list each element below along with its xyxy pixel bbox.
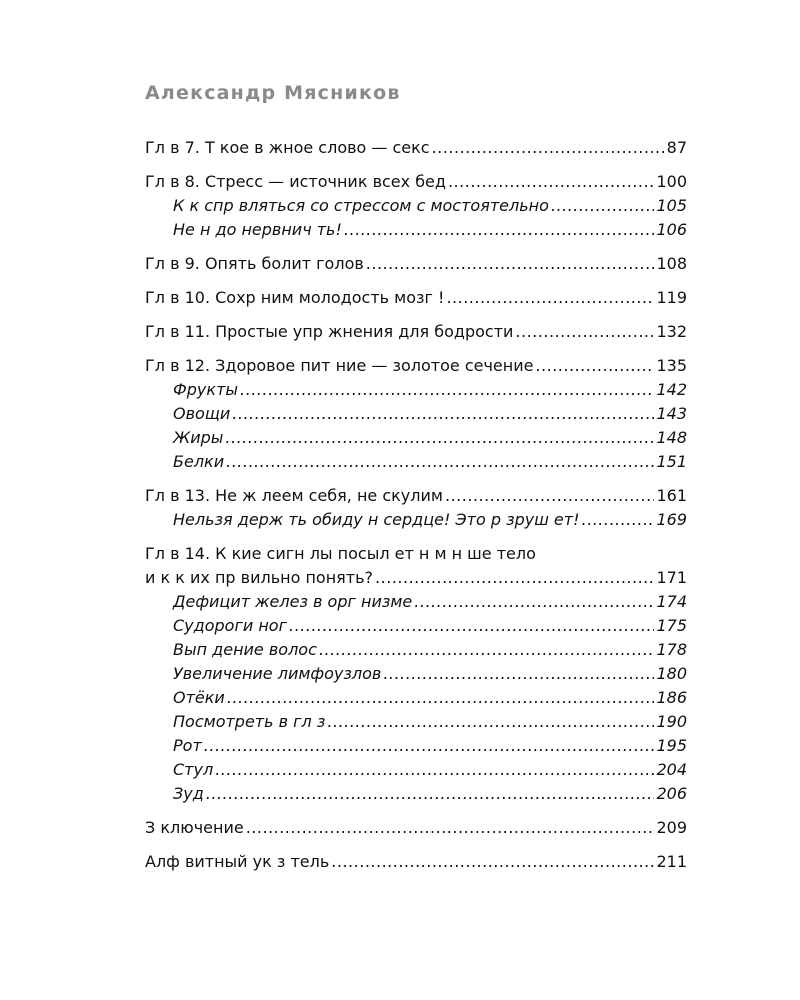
toc-subentry [145,426,687,450]
toc-entry-title: Вып дение волос [173,640,317,659]
toc-entry [145,816,687,840]
toc-entry [145,136,687,160]
toc-dot-leader [246,816,655,840]
toc-entry [145,484,687,508]
toc-entry-title: Зуд [173,784,204,803]
toc-subentry [145,758,687,782]
toc-entry-title: Посмотреть в гл з [173,712,326,731]
toc-subentry [145,402,687,426]
toc-dot-leader [226,450,654,474]
toc-page-number: 151 [656,452,687,471]
toc-page-number: 209 [656,818,687,837]
toc-page-number: 135 [656,356,687,375]
toc-subentry [145,590,687,614]
toc-dot-leader [432,136,665,160]
toc-page-number: 206 [656,784,687,803]
toc-entry-title: Гл в 14. К кие сигн лы посыл ет н м н ше тело [145,544,536,563]
toc-page-number: 175 [656,616,687,635]
toc-page-number: 178 [656,640,687,659]
toc-dot-leader [375,566,654,590]
toc-page-number: 87 [666,138,687,157]
toc-dot-leader [232,402,654,426]
toc-page-number: 132 [656,322,687,341]
toc-dot-leader [319,638,655,662]
toc-dot-leader [215,758,654,782]
toc-dot-leader [535,354,654,378]
toc-subentry [145,614,687,638]
page-header-author: Александр Мясников [145,82,401,104]
toc-entry [145,542,687,566]
toc-dot-leader [206,782,655,806]
toc-entry [145,850,687,874]
toc-subentry [145,450,687,474]
toc-entry-title: Гл в 13. Не ж леем себя, не скулим [145,486,443,505]
toc-dot-leader [582,508,655,532]
toc-dot-leader [225,426,654,450]
toc-entry [145,354,687,378]
toc-dot-leader [445,484,654,508]
toc-entry-title: Гл в 8. Стресс — источник всех бед [145,172,446,191]
toc-subentry [145,710,687,734]
toc-dot-leader [446,286,654,310]
toc-entry-title: Овощи [173,404,231,423]
toc-entry-title: З ключение [145,818,244,837]
toc-page-number: 195 [656,736,687,755]
toc-entry-title: Отёки [173,688,225,707]
toc-dot-leader [383,662,654,686]
toc-entry [145,566,687,590]
toc-entry-title: Белки [173,452,225,471]
toc-entry-title: К к спр вляться со стрессом с мостоятельно [173,196,549,215]
toc-page-number: 174 [656,592,687,611]
toc-page-number: 108 [656,254,687,273]
toc-dot-leader [204,734,655,758]
toc-page-number: 105 [656,196,687,215]
toc-page-number: 143 [656,404,687,423]
toc-entry-title: Гл в 12. Здоровое пит ние — золотое сечение [145,356,534,375]
toc-page-number: 106 [656,220,687,239]
toc-dot-leader [515,320,654,344]
toc-entry-title: Алф витный ук з тель [145,852,330,871]
toc-subentry [145,686,687,710]
toc-subentry [145,508,687,532]
toc-dot-leader [448,170,654,194]
toc-subentry [145,662,687,686]
toc-page-number: 169 [656,510,687,529]
table-of-contents [145,136,687,874]
toc-entry-title: и к к их пр вильно понять? [145,568,374,587]
toc-dot-leader [344,218,655,242]
toc-dot-leader [240,378,654,402]
toc-entry-title: Судороги ног [173,616,287,635]
toc-page-number: 148 [656,428,687,447]
toc-dot-leader [289,614,654,638]
toc-entry [145,320,687,344]
toc-entry [145,170,687,194]
toc-entry-title: Гл в 9. Опять болит голов [145,254,364,273]
toc-entry [145,286,687,310]
toc-page-number: 119 [656,288,687,307]
toc-subentry [145,218,687,242]
toc-entry [145,252,687,276]
toc-entry-title: Рот [173,736,202,755]
toc-page-number: 190 [656,712,687,731]
toc-dot-leader [366,252,655,276]
toc-subentry [145,378,687,402]
toc-entry-title: Увеличение лимфоузлов [173,664,382,683]
toc-dot-leader [551,194,655,218]
toc-entry-title: Стул [173,760,214,779]
toc-page-number: 186 [656,688,687,707]
toc-dot-leader [331,850,654,874]
toc-entry-title: Фрукты [173,380,239,399]
toc-entry-title: Гл в 10. Сохр ним молодость мозг ! [145,288,445,307]
toc-page-number: 180 [656,664,687,683]
toc-page-number: 204 [656,760,687,779]
toc-subentry [145,194,687,218]
toc-page-number: 142 [656,380,687,399]
toc-subentry [145,638,687,662]
toc-page-number: 171 [656,568,687,587]
toc-dot-leader [227,686,655,710]
toc-page-number: 161 [656,486,687,505]
toc-entry-title: Гл в 11. Простые упр жнения для бодрости [145,322,514,341]
toc-dot-leader [327,710,654,734]
toc-subentry [145,782,687,806]
toc-entry-title: Дефицит желез в орг низме [173,592,413,611]
toc-entry-title: Нельзя держ ть обиду н сердце! Это р зруш ет! [173,510,580,529]
toc-entry-title: Не н до нервнич ть! [173,220,342,239]
toc-entry-title: Жиры [173,428,224,447]
toc-subentry [145,734,687,758]
toc-dot-leader [414,590,654,614]
toc-page-number: 100 [656,172,687,191]
toc-page-number: 211 [656,852,687,871]
toc-entry-title: Гл в 7. Т кое в жное слово — секс [145,138,430,157]
